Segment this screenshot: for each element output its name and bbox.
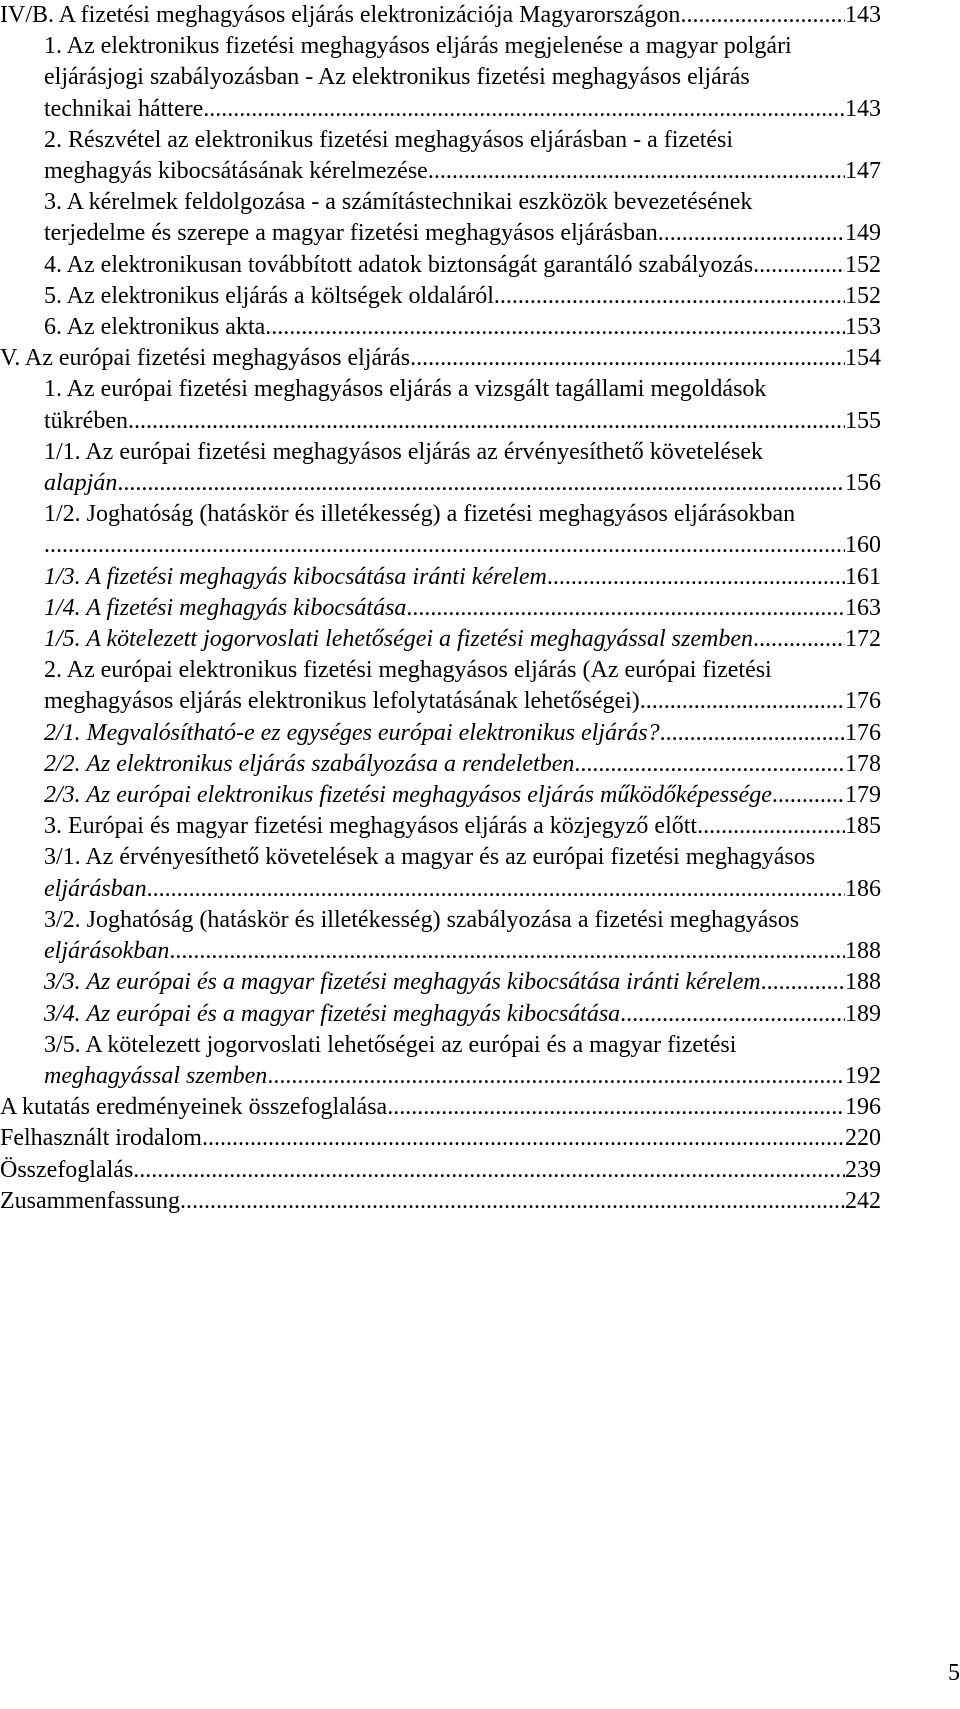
toc-entry-title: 2/3. Az európai elektronikus fizetési meghagyásos eljárás működőképessége [44, 782, 772, 809]
dot-leader [640, 686, 845, 717]
toc-entry[interactable] [0, 999, 960, 1030]
toc-entry-title: 3/3. Az európai és a magyar fizetési meghagyás kibocsátása iránti kérelem [44, 969, 761, 996]
dot-leader [574, 749, 845, 780]
toc-page-number: 188 [845, 938, 881, 965]
toc-entry-text-line: 1. Az európai fizetési meghagyásos eljárás a vizsgált tagállami megoldások [44, 376, 767, 403]
dot-leader [428, 156, 845, 187]
toc-entry-text-line: eljárásjogi szabályozásban - Az elektronikus fizetési meghagyásos eljárás [44, 64, 750, 91]
toc-entry[interactable] [0, 0, 960, 31]
toc-entry-title: terjedelme és szerepe a magyar fizetési meghagyásos eljárásban [44, 220, 658, 247]
toc-page-number: 176 [845, 719, 881, 746]
toc-page-number: 161 [845, 563, 881, 590]
toc-entry[interactable] [0, 811, 960, 842]
toc-page-number: 154 [845, 345, 881, 372]
toc-entry-title: meghagyással szemben [44, 1062, 268, 1089]
dot-leader [547, 562, 845, 593]
dot-leader [133, 1155, 845, 1186]
toc-page-number: 143 [845, 95, 881, 122]
dot-leader [44, 530, 845, 561]
toc-entry-text-line: 1/2. Joghatóság (hatáskör és illetékesség) a fizetési meghagyásos eljárásokban [44, 501, 796, 528]
toc-entry[interactable] [0, 437, 960, 499]
toc-entry[interactable] [0, 905, 960, 967]
dot-leader [494, 281, 845, 312]
toc-entry-title: tükrében [44, 407, 128, 434]
toc-entry[interactable] [0, 499, 960, 561]
dot-leader [772, 780, 845, 811]
toc-page-number: 176 [845, 688, 881, 715]
toc-entry[interactable] [0, 343, 960, 374]
toc-page-number: 220 [845, 1125, 881, 1152]
dot-leader [697, 811, 845, 842]
dot-leader [117, 468, 845, 499]
toc-page-number: 196 [845, 1094, 881, 1121]
toc-page-number: 185 [845, 813, 881, 840]
toc-entry-text-line: 1/1. Az európai fizetési meghagyásos eljárás az érvényesíthető követelések [44, 438, 764, 465]
dot-leader [203, 94, 845, 125]
dot-leader [620, 999, 845, 1030]
toc-page-number: 155 [845, 407, 881, 434]
toc-entry[interactable] [0, 1092, 960, 1123]
toc-page-number: 189 [845, 1000, 881, 1027]
dot-leader [410, 343, 845, 374]
toc-entry[interactable] [0, 374, 960, 436]
dot-leader [680, 0, 845, 31]
toc-entry-title: Összefoglalás [0, 1156, 134, 1183]
toc-page-number: 192 [845, 1062, 881, 1089]
toc-entry[interactable] [0, 967, 960, 998]
toc-page-number: 152 [845, 251, 881, 278]
toc-entry[interactable] [0, 749, 960, 780]
dot-leader [753, 250, 845, 281]
toc-page-number: 143 [845, 2, 881, 28]
toc-entry-title: meghagyásos eljárás elektronikus lefolytatásának lehetőségei) [44, 688, 640, 715]
page-number: 5 [948, 1660, 960, 1686]
toc-entry-text-line: 3. A kérelmek feldolgozása - a számítástechnikai eszközök bevezetésének [44, 189, 753, 216]
toc-entry[interactable] [0, 250, 960, 281]
toc-page-number: 239 [845, 1156, 881, 1183]
toc-entry-title: Zusammenfassung [0, 1187, 180, 1214]
dot-leader [761, 967, 845, 998]
toc-page-number: 160 [845, 532, 881, 559]
dot-leader [128, 406, 845, 437]
toc-page-number: 179 [845, 782, 881, 809]
toc-entry-title: 2/2. Az elektronikus eljárás szabályozása a rendeletben [44, 750, 575, 777]
toc-entry-text-line: 2. Részvétel az elektronikus fizetési meghagyásos eljárásban - a fizetési [44, 126, 734, 153]
dot-leader [660, 718, 845, 749]
toc-entry[interactable] [0, 187, 960, 249]
toc-entry-title: 1/3. A fizetési meghagyás kibocsátása iránti kérelem [44, 563, 547, 590]
toc-entry[interactable] [0, 842, 960, 904]
toc-entry-title: IV/B. A fizetési meghagyásos eljárás elektronizációja Magyarországon [0, 2, 681, 28]
toc-entry-title: 2/1. Megvalósítható-e ez egységes európai elektronikus eljárás? [44, 719, 660, 746]
toc-entry[interactable] [0, 1155, 960, 1186]
toc-entry-title: V. Az európai fizetési meghagyásos eljárás [0, 345, 411, 372]
toc-entry-title: technikai háttere [44, 95, 204, 122]
toc-page-number: 147 [845, 158, 881, 185]
toc-entry-text-line: 1. Az elektronikus fizetési meghagyásos eljárás megjelenése a magyar polgári [44, 33, 792, 60]
toc-page-number: 163 [845, 594, 881, 621]
toc-entry[interactable] [0, 562, 960, 593]
toc-entry-title: alapján [44, 470, 118, 497]
dot-leader [169, 936, 845, 967]
dot-leader [658, 218, 845, 249]
toc-entry[interactable] [0, 1030, 960, 1092]
toc-entry[interactable] [0, 718, 960, 749]
toc-entry-text-line: 3/1. Az érvényesíthető követelések a magyar és az európai fizetési meghagyásos [44, 844, 816, 871]
toc-page-number: 178 [845, 750, 881, 777]
toc-entry-title: 4. Az elektronikusan továbbított adatok biztonságát garantáló szabályozás [44, 251, 754, 278]
toc-entry-title: meghagyás kibocsátásának kérelmezése [44, 158, 428, 185]
toc-page-number: 149 [845, 220, 881, 247]
toc-entry-title: 3. Európai és magyar fizetési meghagyásos eljárás a közjegyző előtt [44, 813, 698, 840]
dot-leader [267, 1061, 845, 1092]
toc-entry[interactable] [0, 31, 960, 125]
toc-entry-title: 6. Az elektronikus akta [44, 314, 266, 341]
toc-page-number: 242 [845, 1187, 881, 1214]
toc-entry-title: 1/5. A kötelezett jogorvoslati lehetőségei a fizetési meghagyással szemben [44, 626, 753, 653]
toc-entry[interactable] [0, 1186, 960, 1217]
dot-leader [753, 624, 845, 655]
dot-leader [180, 1186, 845, 1217]
dot-leader [147, 874, 845, 905]
dot-leader [406, 593, 845, 624]
toc-page-number: 186 [845, 875, 881, 902]
toc-entry-title: eljárásban [44, 875, 147, 902]
toc-entry-title: 3/4. Az európai és a magyar fizetési meghagyás kibocsátása [44, 1000, 621, 1027]
toc-entry-title: eljárásokban [44, 938, 170, 965]
toc-entry[interactable] [0, 593, 960, 624]
toc-page-number: 153 [845, 314, 881, 341]
toc-entry-text-line: 2. Az európai elektronikus fizetési meghagyásos eljárás (Az európai fizetési [44, 657, 772, 684]
toc-entry-title: 1/4. A fizetési meghagyás kibocsátása [44, 594, 407, 621]
toc-entry-title: Felhasznált irodalom [0, 1125, 202, 1152]
toc-entry-text-line: 3/2. Joghatóság (hatáskör és illetékesség) szabályozása a fizetési meghagyásos [44, 906, 800, 933]
toc-page-number: 188 [845, 969, 881, 996]
toc-entry-text-line: 3/5. A kötelezett jogorvoslati lehetőségei az európai és a magyar fizetési [44, 1031, 737, 1058]
toc-page-number: 156 [845, 470, 881, 497]
toc-entry[interactable] [0, 780, 960, 811]
toc-entry[interactable] [0, 312, 960, 343]
toc-page-number: 152 [845, 282, 881, 309]
toc-page-number: 172 [845, 626, 881, 653]
toc-entry[interactable] [0, 624, 960, 655]
dot-leader [202, 1123, 845, 1154]
toc-entry-title: A kutatás eredményeinek összefoglalása [0, 1094, 388, 1121]
toc-entry[interactable] [0, 655, 960, 717]
dot-leader [387, 1092, 845, 1123]
toc-entry-title: 5. Az elektronikus eljárás a költségek oldaláról [44, 282, 494, 309]
toc-entry[interactable] [0, 281, 960, 312]
dot-leader [265, 312, 845, 343]
toc-entry[interactable] [0, 125, 960, 187]
toc-entry[interactable] [0, 1123, 960, 1154]
